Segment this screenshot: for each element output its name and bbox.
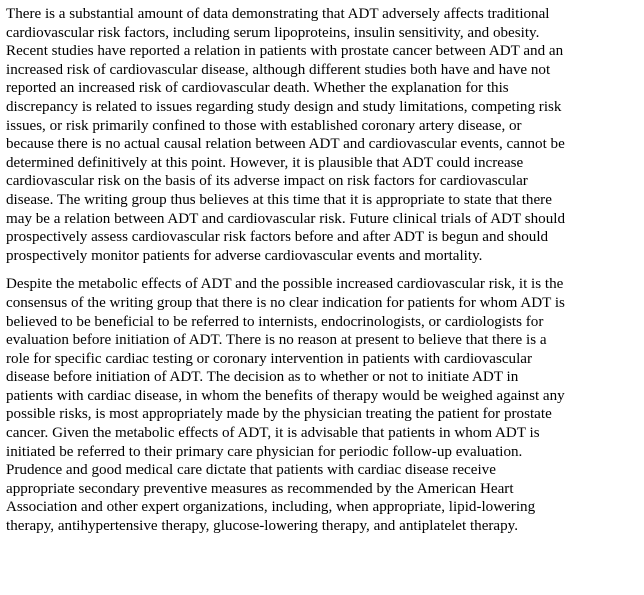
paragraph-spacer [6, 265, 642, 275]
paragraph-2 [6, 275, 642, 535]
text-line: Prudence and good medical care dictate that patients with cardiac disease receive [6, 462, 496, 479]
text-line: prospectively assess cardiovascular risk factors before and after ADT is begun and should [6, 229, 549, 246]
text-line: There is a substantial amount of data demonstrating that ADT adversely affects traditional [6, 6, 550, 22]
text-line: initiated be referred to their primary care physician for periodic follow-up evaluation. [6, 443, 523, 460]
paragraph-1 [6, 5, 642, 265]
text-line: cardiovascular risk factors, including serum lipoproteins, insulin sensitivity, and obesity. [6, 24, 540, 41]
text-line: determined definitively at this point. However, it is plausible that ADT could increase [6, 154, 524, 171]
text-line: consensus of the writing group that there is no clear indication for patients for whom ADT is [6, 294, 565, 311]
text-line: patients with cardiac disease, in whom the benefits of therapy would be weighed against any [6, 387, 565, 404]
text-line: discrepancy is related to issues regarding study design and study limitations, competing risk [6, 98, 562, 115]
text-line: cardiovascular risk on the basis of its adverse impact on risk factors for cardiovascular [6, 173, 528, 190]
text-line: may be a relation between ADT and cardiovascular risk. Future clinical trials of ADT should [6, 210, 566, 227]
text-line: Association and other expert organizations, including, when appropriate, lipid-lowering [6, 499, 536, 516]
text-line: possible risks, is most appropriately made by the physician treating the patient for prostate [6, 406, 552, 423]
text-line: therapy, antihypertensive therapy, glucose-lowering therapy, and antiplatelet therapy. [6, 518, 519, 535]
text-line: reported an increased risk of cardiovascular death. Whether the explanation for this [6, 80, 509, 97]
text-line: because there is no actual causal relation between ADT and cardiovascular events, cannot be [6, 136, 565, 153]
text-line: increased risk of cardiovascular disease, although different studies both have and have not [6, 61, 551, 78]
text-line: role for specific cardiac testing or coronary intervention in patients with cardiovascular [6, 350, 532, 367]
text-line: believed to be beneficial to be referred to internists, endocrinologists, or cardiologists for [6, 313, 544, 330]
text-line: prospectively monitor patients for adverse cardiovascular events and mortality. [6, 247, 483, 264]
text-line: evaluation before initiation of ADT. There is no reason at present to believe that there is a [6, 332, 547, 349]
text-line: disease. The writing group thus believes at this time that it is appropriate to state that there [6, 191, 552, 208]
text-line: Recent studies have reported a relation in patients with prostate cancer between ADT and an [6, 43, 564, 60]
text-line: issues, or risk primarily confined to those with established coronary artery disease, or [6, 117, 522, 134]
text-line: cancer. Given the metabolic effects of ADT, it is advisable that patients in whom ADT is [6, 425, 540, 442]
document-body [6, 5, 642, 536]
text-line: disease before initiation of ADT. The decision as to whether or not to initiate ADT in [6, 369, 519, 386]
text-line: Despite the metabolic effects of ADT and the possible increased cardiovascular risk, it is the [6, 276, 564, 293]
text-line: appropriate secondary preventive measures as recommended by the American Heart [6, 480, 514, 497]
